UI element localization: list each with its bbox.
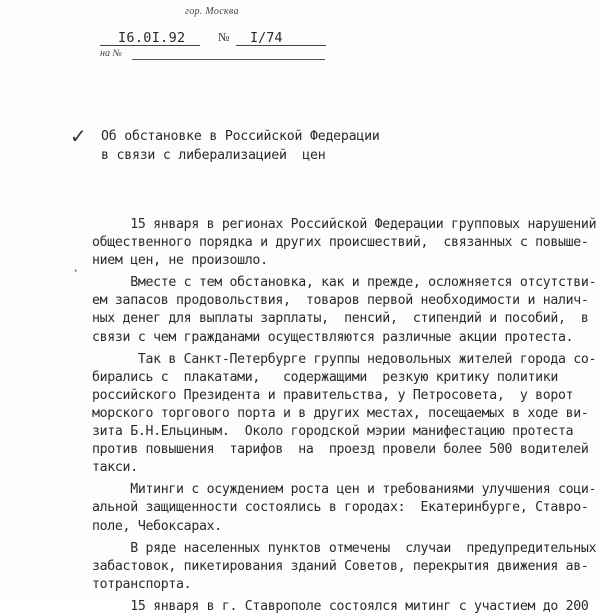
body-line: В ряде населенных пунктов отмечены случаи предупредительных (92, 540, 597, 556)
document-number: I/74 (250, 30, 283, 46)
date-number-line (100, 30, 325, 46)
check-mark-icon: ✓ (70, 124, 87, 148)
body-line: морского торгового порта и в других местах, посещаемых в ходе ви- (92, 405, 589, 421)
subject-line: Об обстановке в Российской Федерации (101, 129, 380, 144)
body-line: Вместе с тем обстановка, как и прежде, осложняется отсутстви- (92, 275, 597, 291)
body-line: ем запасов продовольствия, товаров первой необходимости и налич- (92, 293, 589, 309)
number-underline (236, 45, 326, 46)
city-label: гор. Москва (185, 6, 239, 17)
margin-mark: · (72, 264, 80, 278)
body-paragraph (92, 351, 597, 478)
reference-label: на № (100, 48, 122, 59)
subject-line: в связи с либерализацией цен (101, 148, 326, 163)
body-line: бирались с плакатами, содержащими резкую критику политики (92, 369, 559, 385)
reference-underline (132, 59, 325, 60)
body-line: российского Президента и правительства, у Петросовета, у ворот (92, 387, 574, 403)
body-line: тотранспорта. (92, 576, 192, 592)
body-line: общественного порядка и других происшествий, связанных с повыше- (92, 235, 589, 251)
body-line: Так в Санкт-Петербурге группы недовольных жителей города со- (92, 351, 597, 367)
document-subject (101, 127, 380, 165)
body-paragraph (92, 216, 597, 270)
body-line: Митинги с осуждением роста цен и требованиями улучшения соци- (92, 482, 597, 498)
body-line: ных денег для выплаты зарплаты, пенсий, стипендий и пособий, в (92, 311, 589, 327)
body-line: забастовок, пикетирования зданий Советов, перекрытия движения ав- (92, 558, 589, 574)
body-line: против повышения тарифов на проезд провели более 500 водителей (92, 442, 589, 458)
document-body (92, 216, 597, 616)
body-paragraph (92, 274, 597, 346)
body-paragraph (92, 540, 597, 594)
body-line: такси. (92, 460, 138, 476)
body-paragraph (92, 481, 597, 535)
body-line: зита Б.Н.Ельциным. Около городской мэрии манифестацию протеста (92, 424, 574, 440)
reference-line (100, 48, 325, 62)
number-label: № (218, 30, 230, 44)
body-line: 15 января в г. Ставрополе состоялся митинг с участием до 200 (92, 598, 589, 614)
body-line: альной защищенности состоялись в городах: Екатеринбурге, Ставро- (92, 500, 589, 516)
body-line: поле, Чебоксарах. (92, 518, 222, 534)
document-date: I6.0I.92 (118, 30, 186, 46)
body-line: нием цен, не произошло. (92, 253, 268, 269)
body-paragraph (92, 598, 597, 616)
body-line: 15 января в регионах Российской Федерации групповых нарушений (92, 217, 597, 232)
date-underline (100, 45, 200, 46)
body-line: связи с чем гражданами осуществляются различные акции протеста. (92, 329, 574, 345)
